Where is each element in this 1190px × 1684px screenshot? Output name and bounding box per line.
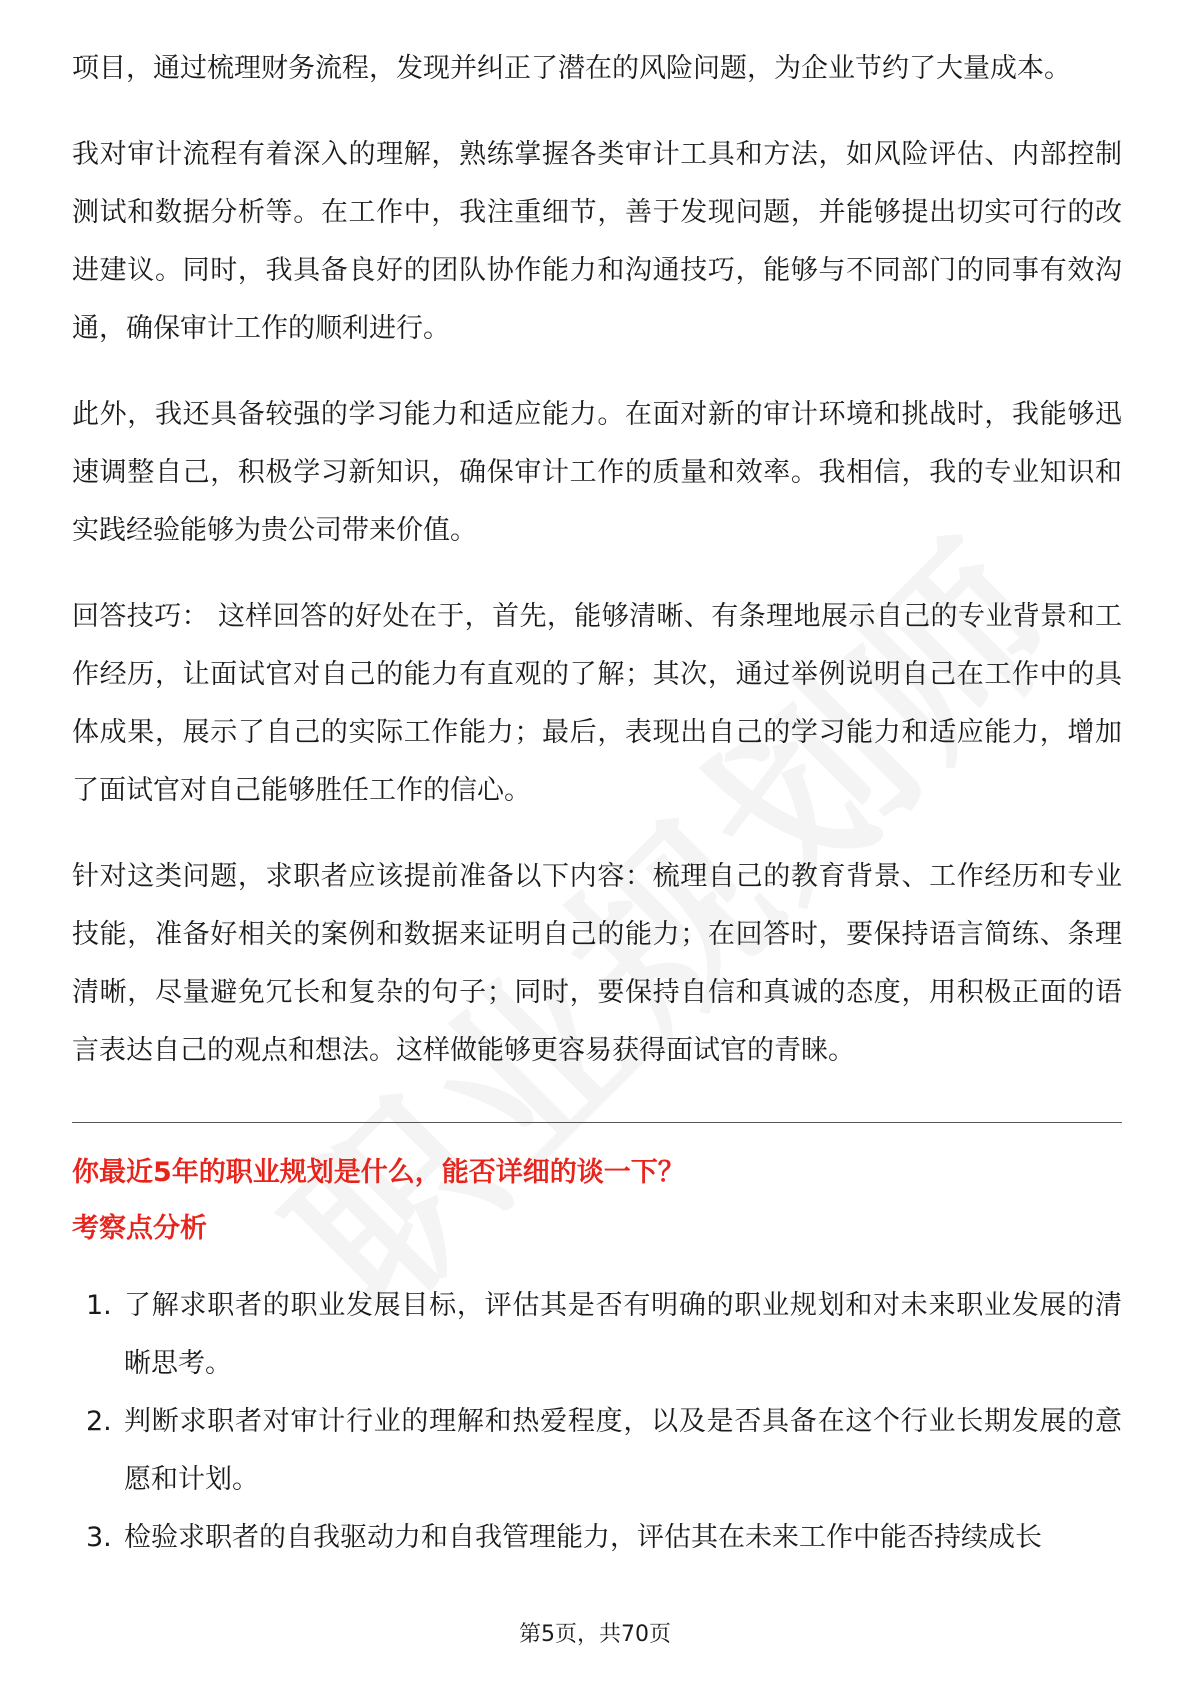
list-number: 3. <box>86 1522 112 1553</box>
list-item-text: 判断求职者对审计行业的理解和热爱程度，以及是否具备在这个行业长期发展的意愿和计划。 <box>124 1406 1122 1495</box>
analysis-heading: 考察点分析 <box>72 1213 207 1244</box>
paragraph: 回答技巧： 这样回答的好处在于，首先，能够清晰、有条理地展示自己的专业背景和工作经历，让面试官对自己的能力有直观的了解；其次，通过举例说明自己在工作中的具体成果，展示了自己的实际工作能力；最后，表现出自己的学习能力和适应能力，增加了面试官对自己能够胜任工作的信心。 <box>72 601 1122 806</box>
list-number: 1. <box>86 1290 112 1321</box>
analysis-list <box>72 1277 1122 1567</box>
paragraph: 此外，我还具备较强的学习能力和适应能力。在面对新的审计环境和挑战时，我能够迅速调整自己，积极学习新知识，确保审计工作的质量和效率。我相信，我的专业知识和实践经验能够为贵公司带来价值。 <box>72 399 1122 546</box>
paragraph: 针对这类问题，求职者应该提前准备以下内容：梳理自己的教育背景、工作经历和专业技能，准备好相关的案例和数据来证明自己的能力；在回答时，要保持语言简练、条理清晰，尽量避免冗长和复杂的句子；同时，要保持自信和真诚的态度，用积极正面的语言表达自己的观点和想法。这样做能够更容易获得面试官的青睐。 <box>72 861 1122 1066</box>
question-title: 你最近5年的职业规划是什么，能否详细的谈一下？ <box>72 1157 685 1188</box>
paragraph: 我对审计流程有着深入的理解，熟练掌握各类审计工具和方法，如风险评估、内部控制测试和数据分析等。在工作中，我注重细节，善于发现问题，并能够提出切实可行的改进建议。同时，我具备良好的团队协作能力和沟通技巧，能够与不同部门的同事有效沟通，确保审计工作的顺利进行。 <box>72 139 1122 344</box>
section-divider <box>72 1122 1122 1123</box>
list-item-text: 检验求职者的自我驱动力和自我管理能力，评估其在未来工作中能否持续成长 <box>124 1522 1042 1553</box>
list-item <box>72 1277 1122 1393</box>
paragraph: 项目，通过梳理财务流程，发现并纠正了潜在的风险问题，为企业节约了大量成本。 <box>72 53 1071 84</box>
list-item <box>72 1509 1122 1567</box>
list-item-text: 了解求职者的职业发展目标，评估其是否有明确的职业规划和对未来职业发展的清晰思考。 <box>124 1290 1122 1379</box>
list-number: 2. <box>86 1406 112 1437</box>
document-page <box>72 40 1122 1567</box>
page-number: 第5页，共70页 <box>519 1622 671 1647</box>
list-item <box>72 1393 1122 1509</box>
